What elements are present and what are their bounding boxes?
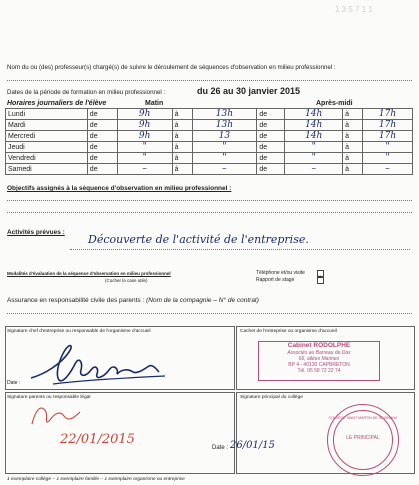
- morning-end: ": [192, 153, 257, 164]
- modalites-sub: (Cocher la case utile): [105, 278, 148, 283]
- schedule-row: [6, 153, 413, 164]
- de-label: de: [87, 164, 117, 175]
- afternoon-start: 14h: [285, 131, 343, 142]
- horaires-label: Horaires journaliers de l'élève: [7, 100, 107, 107]
- de-label: de: [87, 142, 117, 153]
- periode-value: du 26 au 30 janvier 2015: [197, 86, 301, 96]
- sig-college-label: Signature principal du collège: [240, 395, 303, 400]
- dotted-line: [7, 212, 412, 213]
- morning-start: –: [117, 164, 172, 175]
- college-date-value: 26/01/15: [230, 440, 275, 451]
- schedule-day: Mardi: [6, 120, 88, 131]
- de-label: de: [257, 120, 285, 131]
- assurance-label: Assurance en responsabilité civile des parents :: [7, 297, 145, 304]
- a-label: à: [343, 142, 363, 153]
- a-label: à: [343, 153, 363, 164]
- cachet-label: Cachet de l'entreprise ou organisme d'accueil: [240, 329, 337, 334]
- schedule-row: [6, 164, 413, 175]
- dotted-line: [70, 249, 410, 250]
- a-label: à: [343, 120, 363, 131]
- morning-end: 13h: [192, 109, 257, 120]
- stamp-line: Cabinet RODOLPHE: [287, 342, 351, 349]
- a-label: à: [343, 131, 363, 142]
- modalites-label: Modalités d'évaluation de la séquence d'observation en milieu professionnel: [7, 271, 171, 276]
- afternoon-end: ": [363, 142, 413, 153]
- schedule-row: [6, 142, 413, 153]
- afternoon-start: 14h: [285, 120, 343, 131]
- morning-end: ": [192, 142, 257, 153]
- a-label: à: [172, 120, 192, 131]
- objectifs-label: Objectifs assignés à la séquence d'observation en milieu professionnel :: [7, 185, 232, 192]
- afternoon-end: 17h: [363, 109, 413, 120]
- de-label: de: [257, 153, 285, 164]
- schedule-day: Vendredi: [6, 153, 88, 164]
- sig-chef-label: Signature chef d'entreprise ou responsable de l'organisme d'accueil: [7, 329, 151, 334]
- morning-start: 9h: [117, 109, 172, 120]
- seal-center-text: LE PRINCIPAL: [346, 435, 380, 441]
- apres-midi-label: Après-midi: [316, 100, 353, 107]
- de-label: de: [87, 120, 117, 131]
- a-label: à: [172, 109, 192, 120]
- schedule-day: Jeudi: [6, 142, 88, 153]
- morning-end: 13: [192, 131, 257, 142]
- assurance-row: [7, 297, 259, 304]
- de-label: de: [87, 153, 117, 164]
- morning-start: ": [117, 142, 172, 153]
- schedule-day: Mercredi: [6, 131, 88, 142]
- option-2-label: Rapport de stage: [256, 277, 295, 283]
- a-label: à: [172, 164, 192, 175]
- ghost-text: 1 3 5 7 1 1: [335, 5, 373, 14]
- afternoon-end: 17h: [363, 131, 413, 142]
- activites-value: Découverte de l'activité de l'entreprise.: [88, 233, 309, 246]
- schedule-row: [6, 120, 413, 131]
- professeur-label: Nom du ou (des) professeur(s) chargé(s) de suivre le déroulement de séquences d'observation en milieu professionnel :: [7, 64, 336, 71]
- de-label: de: [257, 109, 285, 120]
- matin-label: Matin: [145, 100, 164, 107]
- afternoon-end: ": [363, 153, 413, 164]
- company-stamp: [258, 341, 380, 381]
- morning-end: 13h: [192, 120, 257, 131]
- option-1-row: [256, 270, 305, 277]
- afternoon-start: –: [285, 164, 343, 175]
- morning-start: ": [117, 153, 172, 164]
- de-label: de: [257, 142, 285, 153]
- dotted-line: [7, 313, 412, 314]
- option-2-row: [256, 277, 294, 284]
- stamp-line: 66, allées Marines: [298, 356, 340, 362]
- a-label: à: [172, 153, 192, 164]
- periode-label: Dates de la période de formation en milieu professionnel :: [7, 89, 166, 96]
- a-label: à: [343, 109, 363, 120]
- seal-ring-text: COLLÈGE SAINT MARTIN DE SEIGNANX: [328, 416, 398, 420]
- parents-date: 22/01/2015: [60, 432, 135, 447]
- morning-start: 9h: [117, 131, 172, 142]
- a-label: à: [343, 164, 363, 175]
- date-label: Date :: [7, 380, 21, 386]
- a-label: à: [172, 131, 192, 142]
- signature-parents: [26, 398, 96, 432]
- de-label: de: [87, 131, 117, 142]
- signature-chef: [25, 334, 175, 390]
- de-label: de: [87, 109, 117, 120]
- afternoon-start: 14h: [285, 109, 343, 120]
- schedule-table: [5, 108, 413, 175]
- afternoon-start: ": [285, 153, 343, 164]
- college-date-label: Date :: [212, 445, 229, 451]
- afternoon-end: 17h: [363, 120, 413, 131]
- stamp-line: BP 4 - 40130 CAPBRETON: [288, 362, 350, 368]
- college-seal: [327, 404, 399, 476]
- stamp-line: Associés au Barreau de Dax: [287, 350, 351, 356]
- assurance-hint: (Nom de la compagnie – N° de contrat): [146, 297, 259, 304]
- dotted-line: [7, 80, 412, 81]
- schedule-row: [6, 109, 413, 120]
- a-label: à: [172, 142, 192, 153]
- option-2-checkbox[interactable]: [317, 277, 324, 284]
- de-label: de: [257, 164, 285, 175]
- dotted-line: [7, 200, 412, 201]
- schedule-day: Samedi: [6, 164, 88, 175]
- afternoon-start: ": [285, 142, 343, 153]
- de-label: de: [257, 131, 285, 142]
- schedule-day: Lundi: [6, 109, 88, 120]
- morning-start: 9h: [117, 120, 172, 131]
- sig-parents-label: Signature parents ou responsable légal: [7, 395, 91, 400]
- schedule-row: [6, 131, 413, 142]
- option-1-label: Téléphone et/ou visite: [256, 270, 305, 276]
- footer-text: 1 exemplaire collège – 1 exemplaire famille – 1 exemplaire organisme ou entreprise: [7, 477, 185, 482]
- morning-end: –: [192, 164, 257, 175]
- activites-label: Activités prévues :: [7, 229, 65, 236]
- afternoon-end: –: [363, 164, 413, 175]
- stamp-line: Tél. 05 58 72 22 74: [297, 368, 341, 374]
